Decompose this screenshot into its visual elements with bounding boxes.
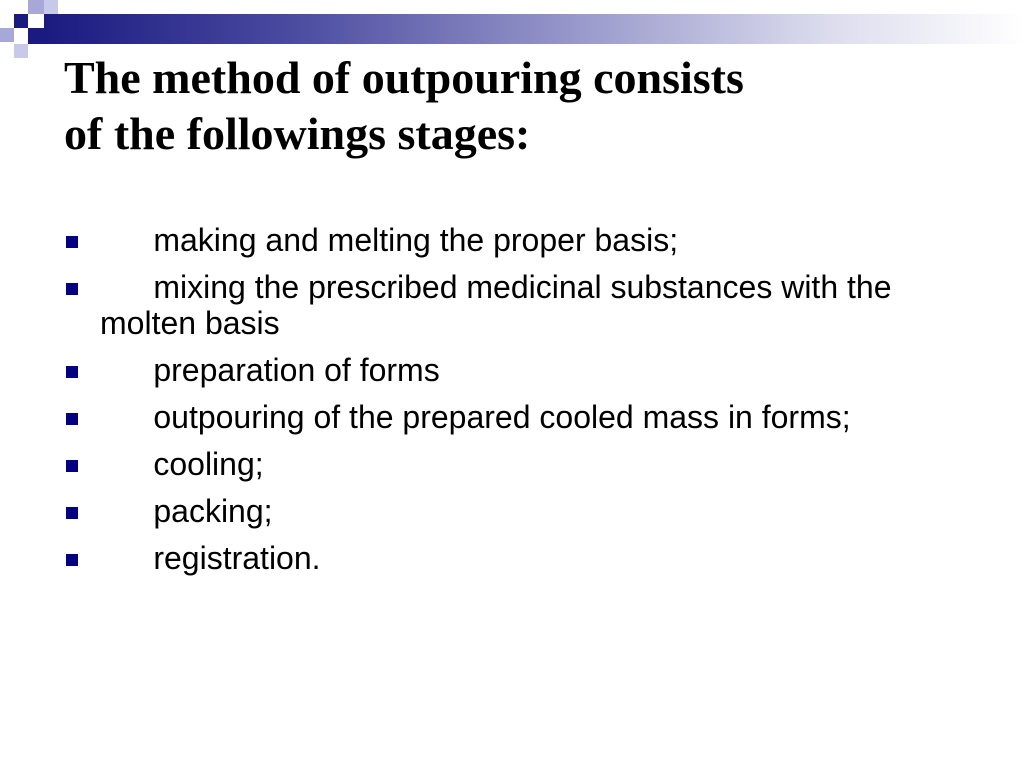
list-item [64, 540, 964, 576]
list-item [64, 493, 964, 529]
square-bullet-icon [66, 236, 78, 248]
top-gradient-band [44, 14, 1024, 44]
decorative-square [44, 0, 58, 14]
decorative-square [14, 44, 28, 58]
square-bullet-icon [66, 507, 78, 519]
slide-title [64, 50, 964, 162]
list-item [64, 399, 964, 435]
list-item-text: preparation of forms [100, 352, 440, 388]
decorative-square [14, 14, 28, 28]
square-bullet-icon [66, 554, 78, 566]
list-item-text: outpouring of the prepared cooled mass in forms; [100, 399, 851, 435]
list-item [64, 352, 964, 388]
list-item-text: packing; [100, 493, 273, 529]
decorative-square [0, 28, 14, 42]
list-item-text: registration. [100, 540, 321, 576]
title-line: The method of outpouring consists [64, 52, 744, 103]
square-bullet-icon [66, 460, 78, 472]
list-item-text: mixing the prescribed medicinal substances with the molten basis [100, 269, 901, 341]
square-bullet-icon [66, 413, 78, 425]
list-item-text: cooling; [100, 446, 264, 482]
square-bullet-icon [66, 283, 78, 295]
stages-list [64, 222, 964, 587]
list-item-text: making and melting the proper basis; [100, 222, 679, 258]
title-line: of the followings stages: [64, 108, 531, 159]
list-item [64, 222, 964, 258]
list-item [64, 269, 964, 341]
square-bullet-icon [66, 366, 78, 378]
decorative-square [28, 0, 44, 14]
list-item [64, 446, 964, 482]
decorative-square [28, 28, 44, 44]
